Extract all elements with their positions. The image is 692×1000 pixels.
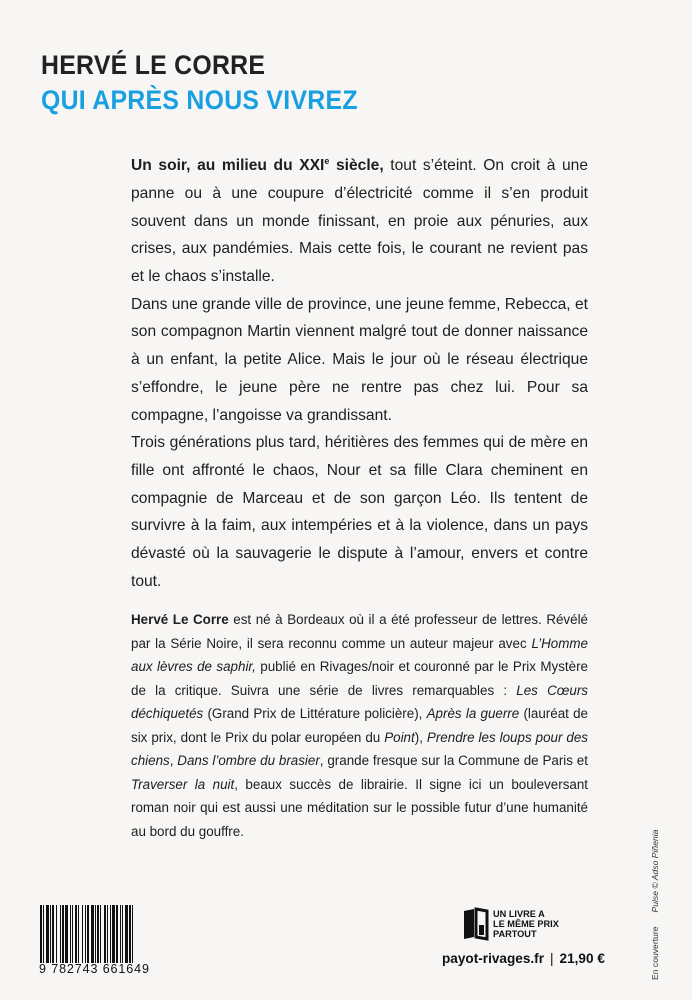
- price: 21,90 €: [559, 951, 605, 966]
- isbn-number: 9 782743 661649: [39, 962, 150, 976]
- book-price-logo-icon: [462, 907, 489, 941]
- publisher-slogan: UN LIVRE A LE MÊME PRIX PARTOUT: [493, 909, 559, 939]
- cover-credit: En couverturePulse © Adso Piñenia: [650, 829, 660, 980]
- separator: |: [550, 951, 554, 966]
- opening-bold: Un soir, au milieu du XXIe siècle,: [131, 156, 384, 175]
- book-title: QUI APRÈS NOUS VIVREZ: [41, 85, 358, 115]
- synopsis: [131, 148, 588, 595]
- bio-author-name: Hervé Le Corre: [131, 612, 229, 627]
- synopsis-paragraph-1: Un soir, au milieu du XXIe siècle, tout s’éteint. On croit à une panne ou à une coupure d’électricité comme il s’en produit souvent dans un monde finissant, en proie aux pénuries, aux crises, aux pandémies. Mais cette fois, le courant ne revient pas et le chaos s’installe.: [131, 156, 588, 285]
- author-name: HERVÉ LE CORRE: [41, 50, 266, 80]
- bio-paragraph: Hervé Le Corre est né à Bordeaux où il a été professeur de lettres. Révélé par la Série Noire, il sera reconnu comme un auteur majeur avec L’Homme aux lèvres de saphir, publié en Rivages/noir et couronné par le Prix Mystère de la critique. Suivra une série de livres remarquables : Les Cœurs déchiquetés (Grand Prix de Littérature policière), Après la guerre (lauréat de six prix, dont le Prix du polar européen du Point), Prendre les loups pour des chiens, Dans l’ombre du brasier, grande fresque sur la Commune de Paris et Traverser la nuit, beaux succès de librairie. Il signe ici un bouleversant roman noir qui est aussi une méditation sur le possible futur d’une humanité au bord du gouffre.: [131, 612, 589, 839]
- synopsis-paragraph-3: Trois générations plus tard, héritières des femmes qui de mère en fille ont affronté le chaos, Nour et sa fille Clara cheminent en compagnie de Marceau et de son garçon Léo. Ils tentent de survivre à la faim, aux intempéries et à la violence, dans un pays dévasté où la sauvagerie le dispute à l’amour, envers et contre tout.: [131, 434, 588, 590]
- synopsis-paragraph-2: Dans une grande ville de province, une jeune femme, Rebecca, et son compagnon Martin viennent malgré tout de donner naissance à un enfant, la petite Alice. Mais le jour où le réseau électrique s’effondre, le jeune père ne rentre pas chez lui. Pour sa compagne, l’angoisse va grandissant.: [131, 295, 588, 424]
- website-price: [442, 951, 605, 966]
- author-bio: [131, 608, 588, 843]
- website-link: payot-rivages.fr: [442, 951, 544, 966]
- barcode-icon: [39, 905, 167, 963]
